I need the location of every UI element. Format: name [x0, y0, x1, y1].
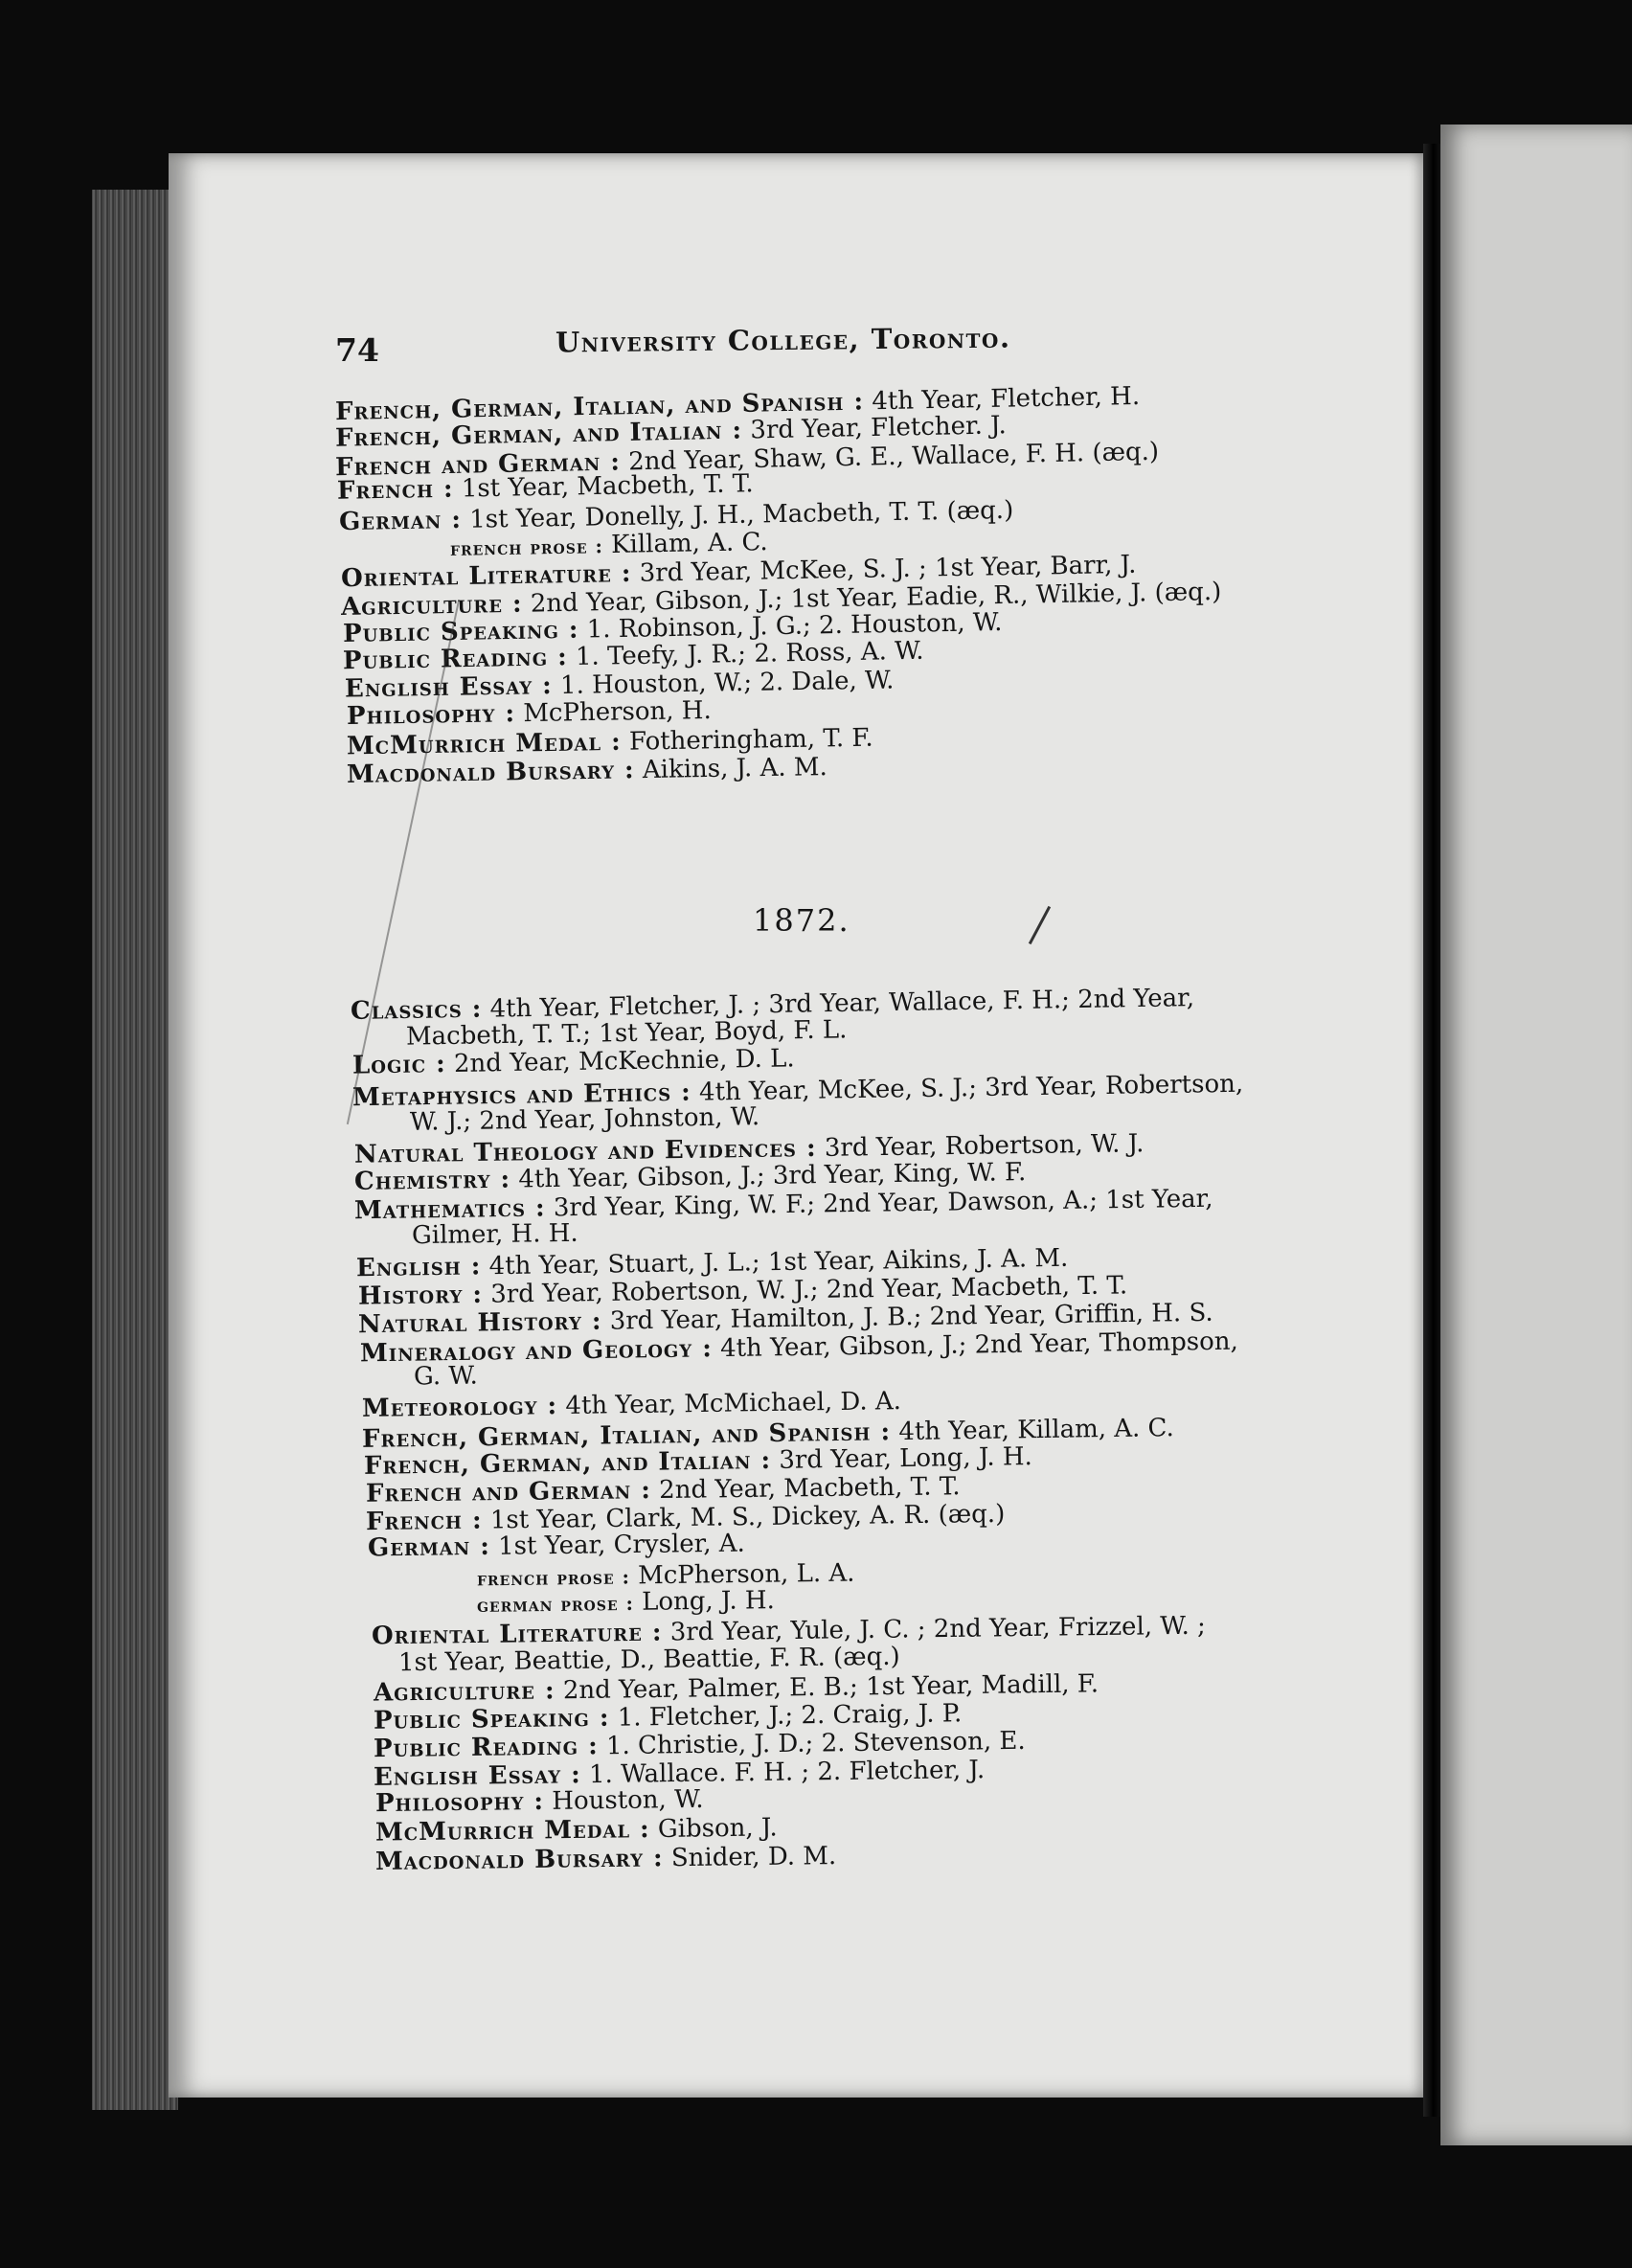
entry-line: French and German : 2nd Year, Macbeth, T. T. — [365, 1472, 961, 1508]
entry-line: French and German : 2nd Year, Shaw, G. E., Wallace, F. H. (æq.) — [334, 437, 1160, 483]
entry-line: Philosophy : Houston, W. — [374, 1784, 704, 1819]
entry-line: Mineralogy and Geology : 4th Year, Gibson, J.; 2nd Year, Thompson, — [359, 1327, 1238, 1369]
entry-line: English : 4th Year, Stuart, J. L.; 1st Year, Aikins, J. A. M. — [355, 1243, 1069, 1283]
running-title: University College, Toronto. — [555, 321, 1011, 359]
entry-line: W. J.; 2nd Year, Johnston, W. — [409, 1102, 760, 1137]
entry-line: French : 1st Year, Clark, M. S., Dickey, A. R. (æq.) — [365, 1499, 1006, 1537]
entry-line: English Essay : 1. Houston, W.; 2. Dale, W. — [344, 666, 895, 704]
entry-line: French, German, and Italian : 3rd Year, Long, J. H. — [363, 1442, 1033, 1481]
entry-line: McMurrich Medal : Fotheringham, T. F. — [346, 723, 873, 761]
entry-line: French, German, and Italian : 3rd Year, Fletcher. J. — [334, 411, 1008, 453]
entry-line: Logic : 2nd Year, McKechnie, D. L. — [351, 1044, 795, 1080]
entry-line: french prose : McPherson, L. A. — [476, 1558, 855, 1591]
entry-line: Agriculture : 2nd Year, Gibson, J.; 1st Year, Eadie, R., Wilkie, J. (æq.) — [340, 577, 1222, 623]
entry-line: german prose : Long, J. H. — [476, 1586, 776, 1617]
entry-line: Gilmer, H. H. — [411, 1218, 578, 1251]
entry-line: Natural Theology and Evidences : 3rd Year, Robertson, W. J. — [353, 1129, 1145, 1169]
entry-line: Metaphysics and Ethics : 4th Year, McKee, S. J.; 3rd Year, Robertson, — [351, 1069, 1244, 1113]
entry-line: French, German, Italian, and Spanish : 4th Year, Killam, A. C. — [361, 1414, 1174, 1454]
entry-line: Natural History : 3rd Year, Hamilton, J. B.; 2nd Year, Griffin, H. S. — [357, 1298, 1213, 1340]
entry-line: German : 1st Year, Crysler, A. — [367, 1529, 746, 1563]
entry-line: German : 1st Year, Donelly, J. H., Macbeth, T. T. (æq.) — [338, 495, 1014, 537]
entry-line: Oriental Literature : 3rd Year, Yule, J. C. ; 2nd Year, Frizzel, W. ; — [371, 1611, 1206, 1651]
entry-line: Classics : 4th Year, Fletcher, J. ; 3rd Year, Wallace, F. H.; 2nd Year, — [350, 984, 1195, 1026]
entry-line: Public Speaking : 1. Robinson, J. G.; 2. Houston, W. — [342, 607, 1003, 649]
entry-line: Public Speaking : 1. Fletcher, J.; 2. Craig, J. P. — [373, 1699, 963, 1735]
entry-line: Oriental Literature : 3rd Year, McKee, S. J. ; 1st Year, Barr, J. — [340, 550, 1137, 594]
entry-line: Public Reading : 1. Christie, J. D.; 2. Stevenson, E. — [373, 1726, 1026, 1764]
entry-line: French : 1st Year, Macbeth, T. T. — [336, 469, 754, 506]
entry-line: English Essay : 1. Wallace. F. H. ; 2. Fletcher, J. — [373, 1756, 986, 1792]
entry-line: Philosophy : McPherson, H. — [346, 696, 712, 731]
entry-line: french prose : Killam, A. C. — [449, 528, 768, 560]
entry-line: McMurrich Medal : Gibson, J. — [374, 1813, 778, 1848]
entry-line: Public Reading : 1. Teefy, J. R.; 2. Ross, A. W. — [342, 636, 924, 676]
entry-line: Chemistry : 4th Year, Gibson, J.; 3rd Year, King, W. F. — [353, 1158, 1027, 1196]
entry-line: Macbeth, T. T.; 1st Year, Boyd, F. L. — [405, 1015, 848, 1052]
entry-line: French, German, Italian, and Spanish : 4th Year, Fletcher, H. — [334, 381, 1141, 427]
entry-line: G. W. — [413, 1361, 479, 1392]
entry-line: Meteorology : 4th Year, McMichael, D. A. — [361, 1387, 902, 1423]
entry-line: Mathematics : 3rd Year, King, W. F.; 2nd Year, Dawson, A.; 1st Year, — [353, 1184, 1213, 1226]
entry-line: Macdonald Bursary : Snider, D. M. — [374, 1842, 837, 1876]
entry-line: 1st Year, Beattie, D., Beattie, F. R. (æq.) — [397, 1642, 900, 1678]
pen-mark — [1029, 906, 1051, 944]
section-year-heading: 1872. — [753, 902, 850, 939]
entry-line: Agriculture : 2nd Year, Palmer, E. B.; 1st Year, Madill, F. — [373, 1669, 1099, 1708]
page-number: 74 — [335, 331, 379, 369]
entry-line: Macdonald Bursary : Aikins, J. A. M. — [346, 753, 827, 789]
entry-line: History : 3rd Year, Robertson, W. J.; 2nd Year, Macbeth, T. T. — [357, 1271, 1128, 1311]
